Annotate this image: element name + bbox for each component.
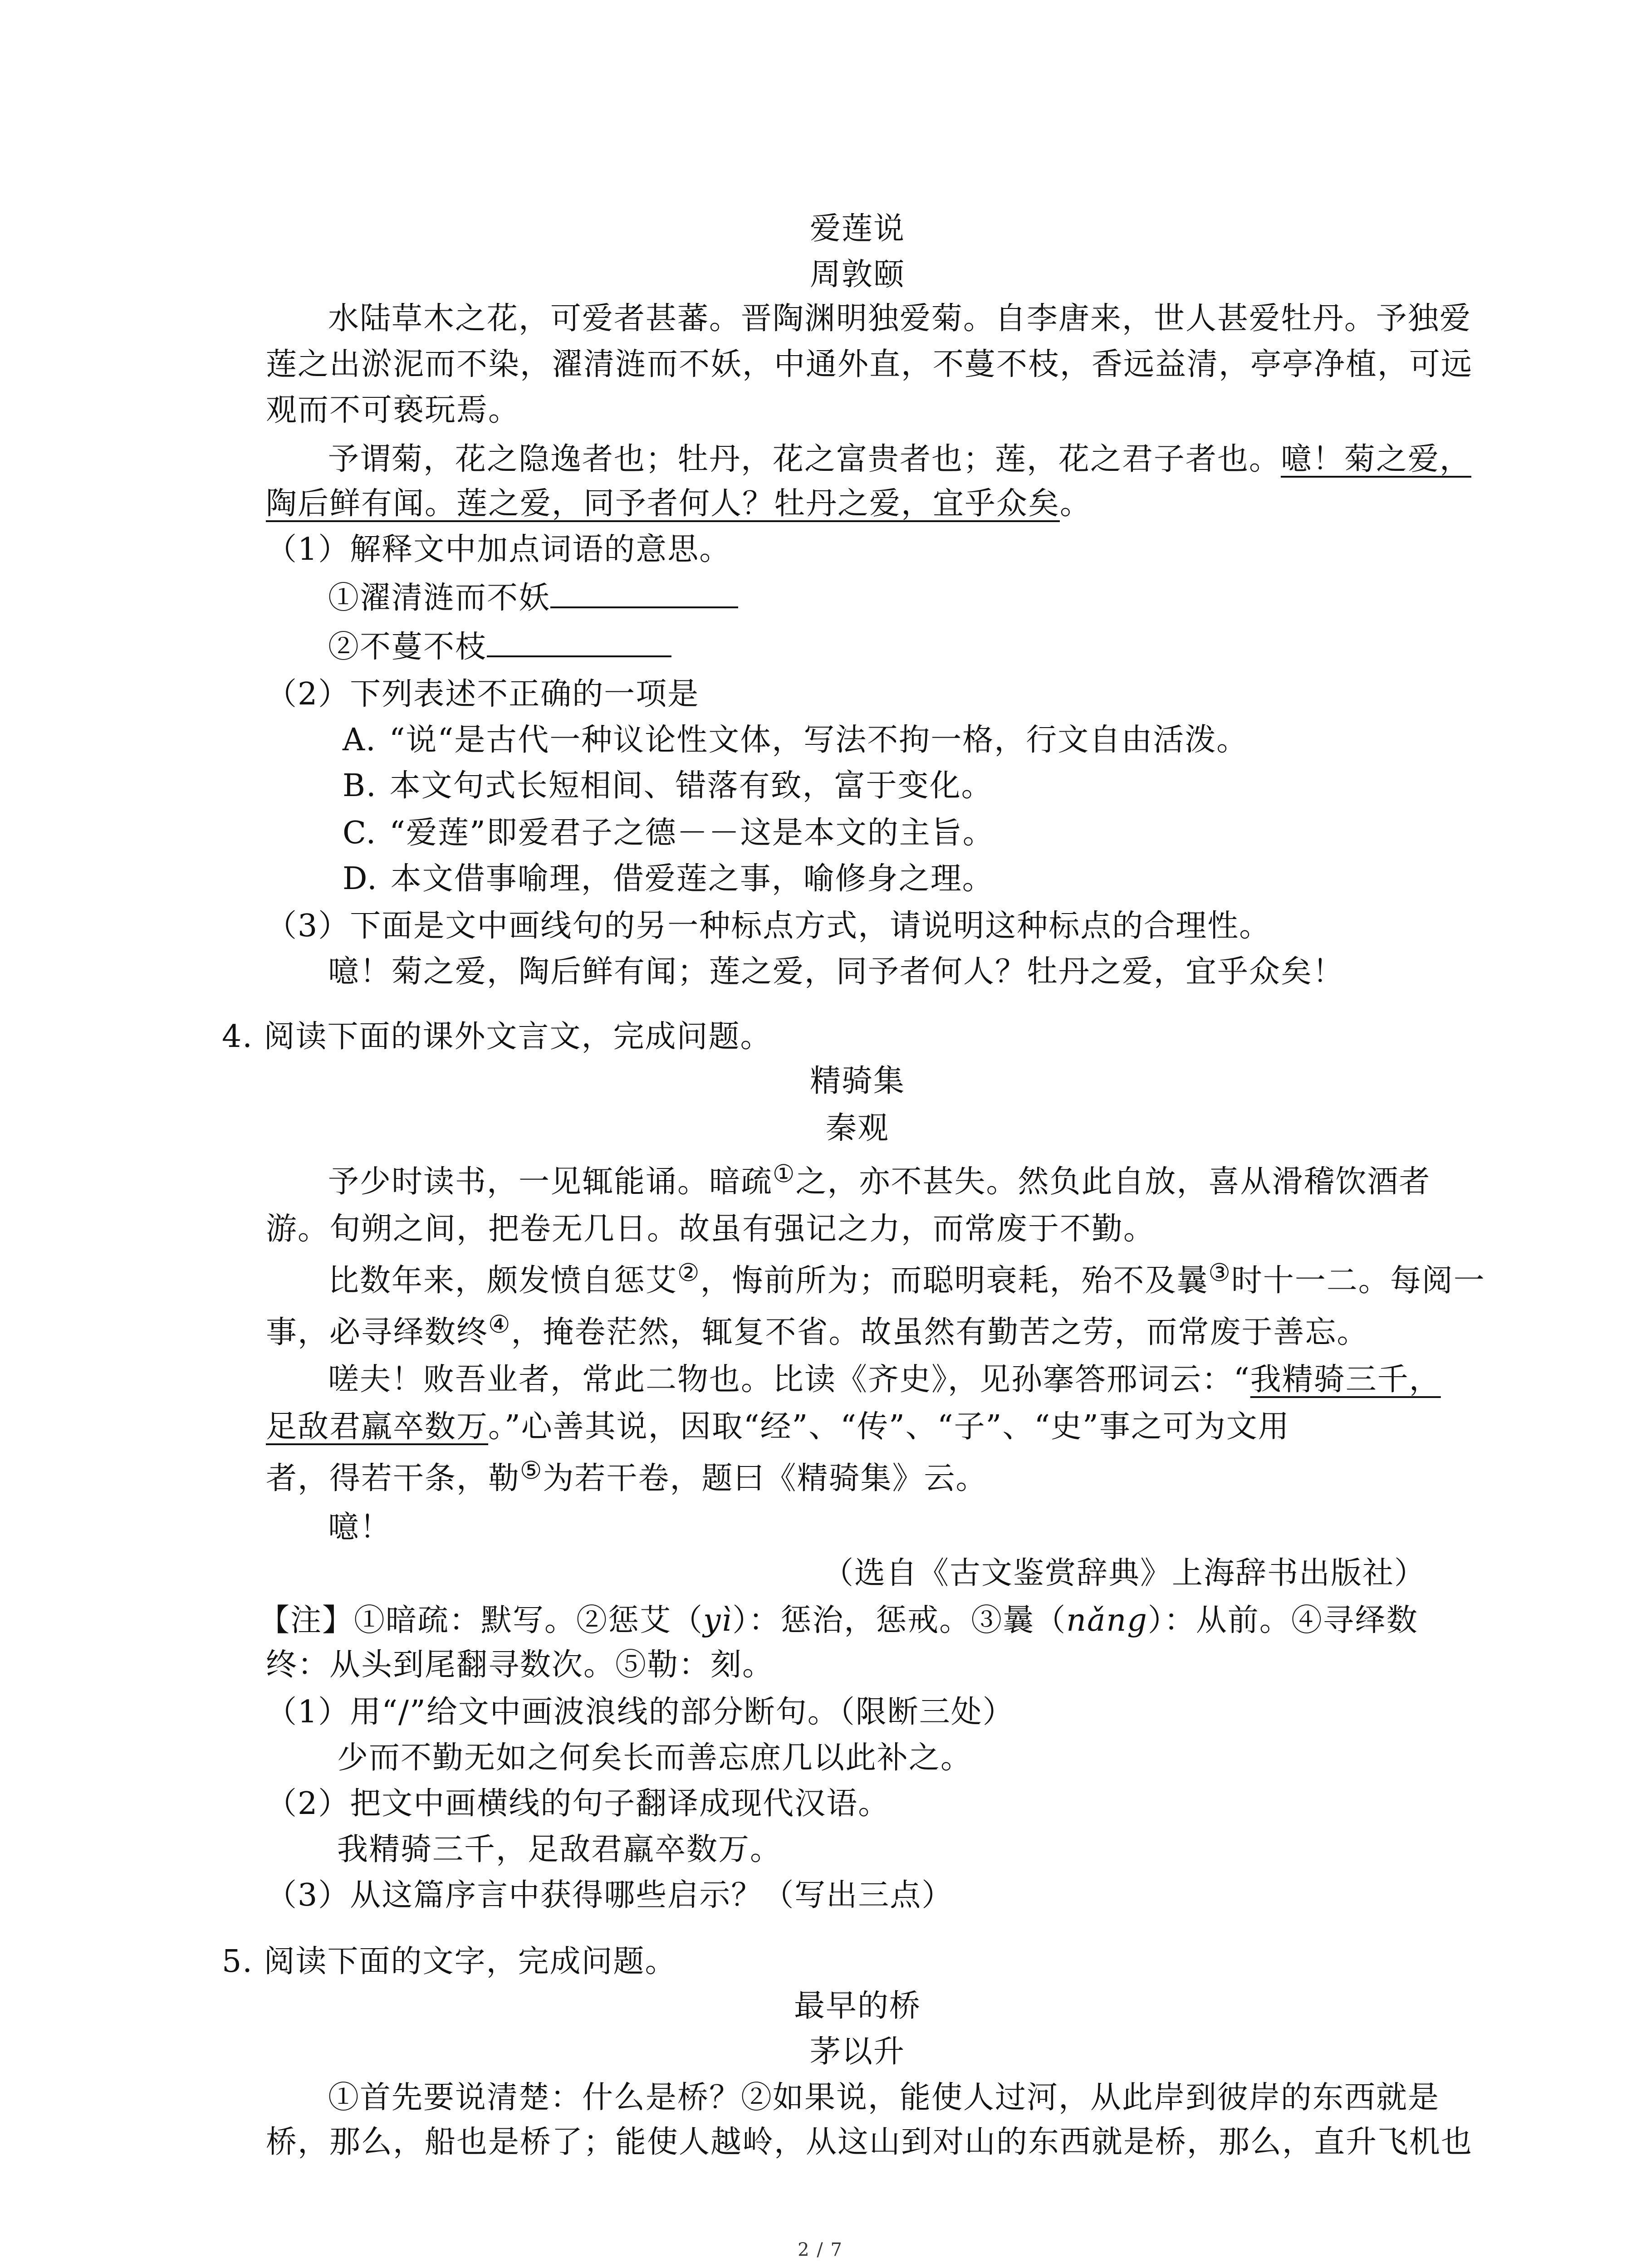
item-text: ②不蔓不枝 [328,629,487,665]
passage-line [328,1159,1431,1202]
option-a [343,722,1248,758]
passage-text: 时十一二。每阅一 [1231,1263,1485,1299]
passage-line [266,486,1092,522]
answer-blank[interactable] [487,629,671,657]
underlined-sentence: 陶后鲜有闻。莲之爱，同予者何人？牡丹之爱，宜乎众矣 [266,486,1060,522]
question-item [328,580,738,616]
annotation-text: 【注】①暗疏：默写。②惩艾（ [259,1603,704,1638]
option-b [343,768,993,804]
question-text: 少而不勤无如之何矣长而善忘庶几以此补之。 [337,1740,973,1776]
question-prompt: （3）从这篇序言中获得哪些启示？（写出三点） [266,1877,954,1913]
passage-line: 水陆草木之花，可爱者甚蕃。晋陶渊明独爱菊。自李唐来，世人甚爱牡丹。予独爱 [328,301,1472,337]
question-prompt: （1）用“/”给文中画波浪线的部分断句。（限断三处） [266,1694,1014,1730]
option-d [343,861,994,897]
passage-line: 桥，那么，船也是桥了；能使人越岭，从这山到对山的东西就是桥，那么，直升飞机也 [266,2124,1473,2160]
option-text: “爱莲”即爱君子之德－－这是本文的主旨。 [389,815,994,851]
passage-title: 爱莲说 [809,211,906,247]
option-letter: D. [343,861,378,897]
underlined-sentence: 我精骑三千， [1250,1362,1441,1398]
source-citation: （选自《古文鉴赏辞典》上海辞书出版社） [822,1555,1426,1591]
question-text: 噫！菊之爱，陶后鲜有闻；莲之爱，同予者何人？牡丹之爱，宜乎众矣！ [328,954,1345,990]
passage-text: 事，必寻绎数终 [266,1315,489,1350]
passage-line: 游。旬朔之间，把卷无几日。故虽有强记之力，而常废于不勤。 [266,1211,1156,1247]
passage-line: 观而不可亵玩焉。 [266,392,520,428]
passage-line: 莲之出淤泥而不染，濯清涟而不妖，中通外直，不蔓不枝，香远益清，亭亭净植，可远 [266,347,1473,382]
option-text: 本文句式长短相间、错落有致，富于变化。 [389,768,993,804]
question-prompt: （2）把文中画横线的句子翻译成现代汉语。 [266,1786,890,1822]
passage-text: ，悔前所为；而聪明衰耗，殆不及曩 [700,1263,1209,1299]
footnote-marker: ④ [488,1310,511,1339]
passage-title: 精骑集 [809,1063,906,1099]
question-prompt: （1）解释文中加点词语的意思。 [266,532,731,567]
item-text: ①濯清涟而不妖 [328,580,551,616]
passage-line [266,1456,988,1499]
option-letter: B. [343,768,377,804]
question-heading: 4. 阅读下面的课外文言文，完成问题。 [222,1019,772,1055]
option-text: 本文借事喻理，借爱莲之事，喻修身之理。 [390,861,994,897]
passage-text: 予少时读书，一见辄能诵。暗疏 [328,1164,773,1200]
page-number: 2 / 7 [798,2239,843,2260]
passage-text: 嗟夫！败吾业者，常此二物也。比读《齐史》，见孙搴答邢词云：“ [328,1362,1250,1398]
passage-line: 噫！ [328,1510,392,1545]
passage-line [266,1310,1369,1353]
passage-line [328,441,1471,478]
question-heading: 5. 阅读下面的文字，完成问题。 [222,1944,677,1980]
footnote-marker: ① [773,1159,796,1188]
option-text: “说“是古代一种议论性文体，写法不拘一格，行文自由活泼。 [389,722,1249,758]
passage-text: 者，得若干条，勒 [266,1461,520,1496]
underlined-sentence: 足敌君羸卒数万 [266,1409,489,1445]
option-letter: A. [343,722,377,758]
annotation-line: 终：从头到尾翻寻数次。⑤勒：刻。 [266,1647,774,1683]
option-letter: C. [343,815,377,851]
footnote-marker: ③ [1208,1258,1231,1287]
question-prompt: （2）下列表述不正确的一项是 [266,676,700,712]
question-item [328,629,671,665]
underlined-sentence: 噫！菊之爱， [1281,441,1472,477]
passage-line [266,1409,1290,1445]
passage-author: 秦观 [825,1110,890,1146]
passage-text: 。”心善其说，因取“经”、“传”、“子”、“史”事之可为文用 [488,1409,1290,1445]
option-c [343,815,994,851]
passage-author: 周敦颐 [809,257,906,293]
passage-title: 最早的桥 [794,1988,921,2024]
annotation-text: ）：惩治，惩戒。③曩（ [732,1603,1067,1638]
pinyin: yì [703,1603,733,1638]
passage-text: 为若干卷，题曰《精骑集》云。 [543,1461,988,1496]
answer-blank[interactable] [550,580,738,608]
question-prompt: （3）下面是文中画线句的另一种标点方式，请说明这种标点的合理性。 [266,908,1271,944]
annotation-text: ）：从前。④寻绎数 [1147,1603,1418,1638]
passage-line [328,1258,1485,1301]
passage-text: 比数年来，颇发愤自惩艾 [328,1263,678,1299]
passage-text: 之，亦不甚失。然负此自放，喜从滑稽饮酒者 [795,1164,1431,1200]
passage-text: 予谓菊，花之隐逸者也；牡丹，花之富贵者也；莲，花之君子者也。 [328,441,1281,477]
passage-line [328,1362,1441,1398]
footnote-marker: ⑤ [520,1456,543,1485]
footnote-marker: ② [677,1258,700,1287]
question-text: 我精骑三千，足敌君羸卒数万。 [337,1832,782,1867]
passage-author: 茅以升 [809,2034,906,2070]
passage-line: ①首先要说清楚：什么是桥？②如果说，能使人过河，从此岸到彼岸的东西就是 [328,2080,1440,2116]
pinyin: nǎng [1066,1603,1148,1638]
passage-text: ，掩卷茫然，辄复不省。故虽然有勤苦之劳，而常废于善忘。 [511,1315,1369,1350]
annotation-line [259,1603,1418,1639]
passage-text: 。 [1060,486,1092,522]
